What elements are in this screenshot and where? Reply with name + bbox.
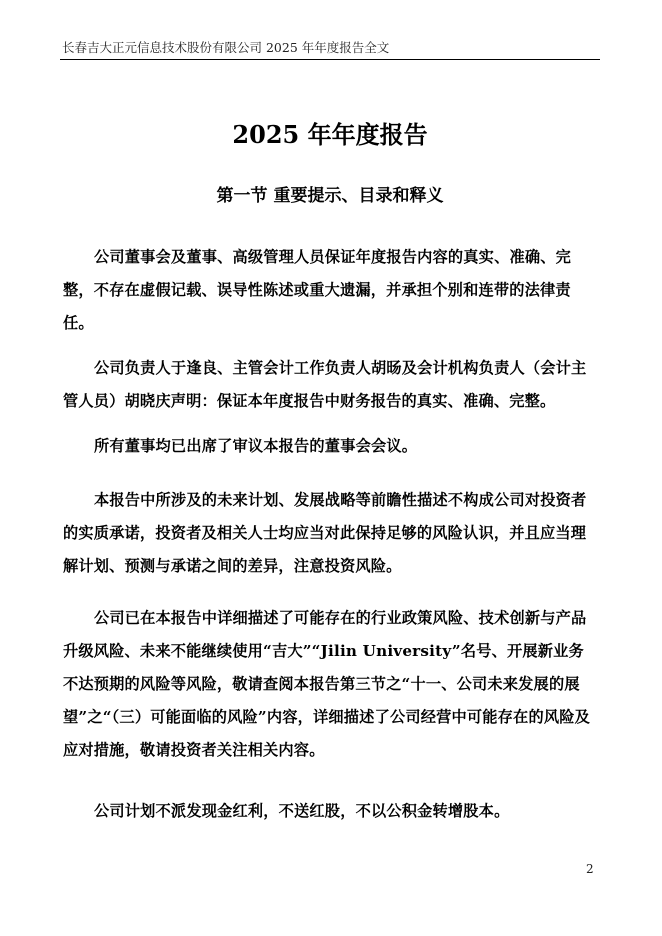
- page-number: 2: [586, 862, 594, 876]
- header-divider: [60, 59, 600, 60]
- paragraph-board-guarantee: 公司董事会及董事、高级管理人员保证年度报告内容的真实、准确、完整，不存在虚假记载、误导性陈述或重大遗漏，并承担个别和连带的法律责任。: [63, 248, 572, 332]
- section-heading: 第一节 重要提示、目录和释义: [216, 186, 444, 206]
- paragraph-risk-disclosure: 公司已在本报告中详细描述了可能存在的行业政策风险、技术创新与产品升级风险、未来不能继续使用“吉大”“Jilin University”名号、开展新业务不达预期的风险等风险，敬请查阅本报告第三节之“十一、公司未来发展的展望”之“（三）可能面临的风险”内容，详细描述了公司经营中可能存在的风险及应对措施，敬请投资者关注相关内容。: [63, 609, 590, 759]
- running-header: 长春吉大正元信息技术股份有限公司 2025 年年度报告全文: [62, 40, 390, 55]
- paragraph-board-attendance: 所有董事均已出席了审议本报告的董事会会议。: [94, 437, 418, 455]
- paragraph-dividend-plan: 公司计划不派发现金红利，不送红股，不以公积金转增股本。: [94, 802, 510, 820]
- report-title: 2025 年年度报告: [232, 120, 428, 149]
- paragraph-forward-looking: 本报告中所涉及的未来计划、发展战略等前瞻性描述不构成公司对投资者的实质承诺，投资者及相关人士均应当对此保持足够的风险认识，并且应当理解计划、预测与承诺之间的差异，注意投资风险。: [63, 491, 587, 575]
- paragraph-responsible-persons: 公司负责人于逢良、主管会计工作负责人胡旸及会计机构负责人（会计主管人员）胡晓庆声明：保证本年度报告中财务报告的真实、准确、完整。: [63, 359, 587, 410]
